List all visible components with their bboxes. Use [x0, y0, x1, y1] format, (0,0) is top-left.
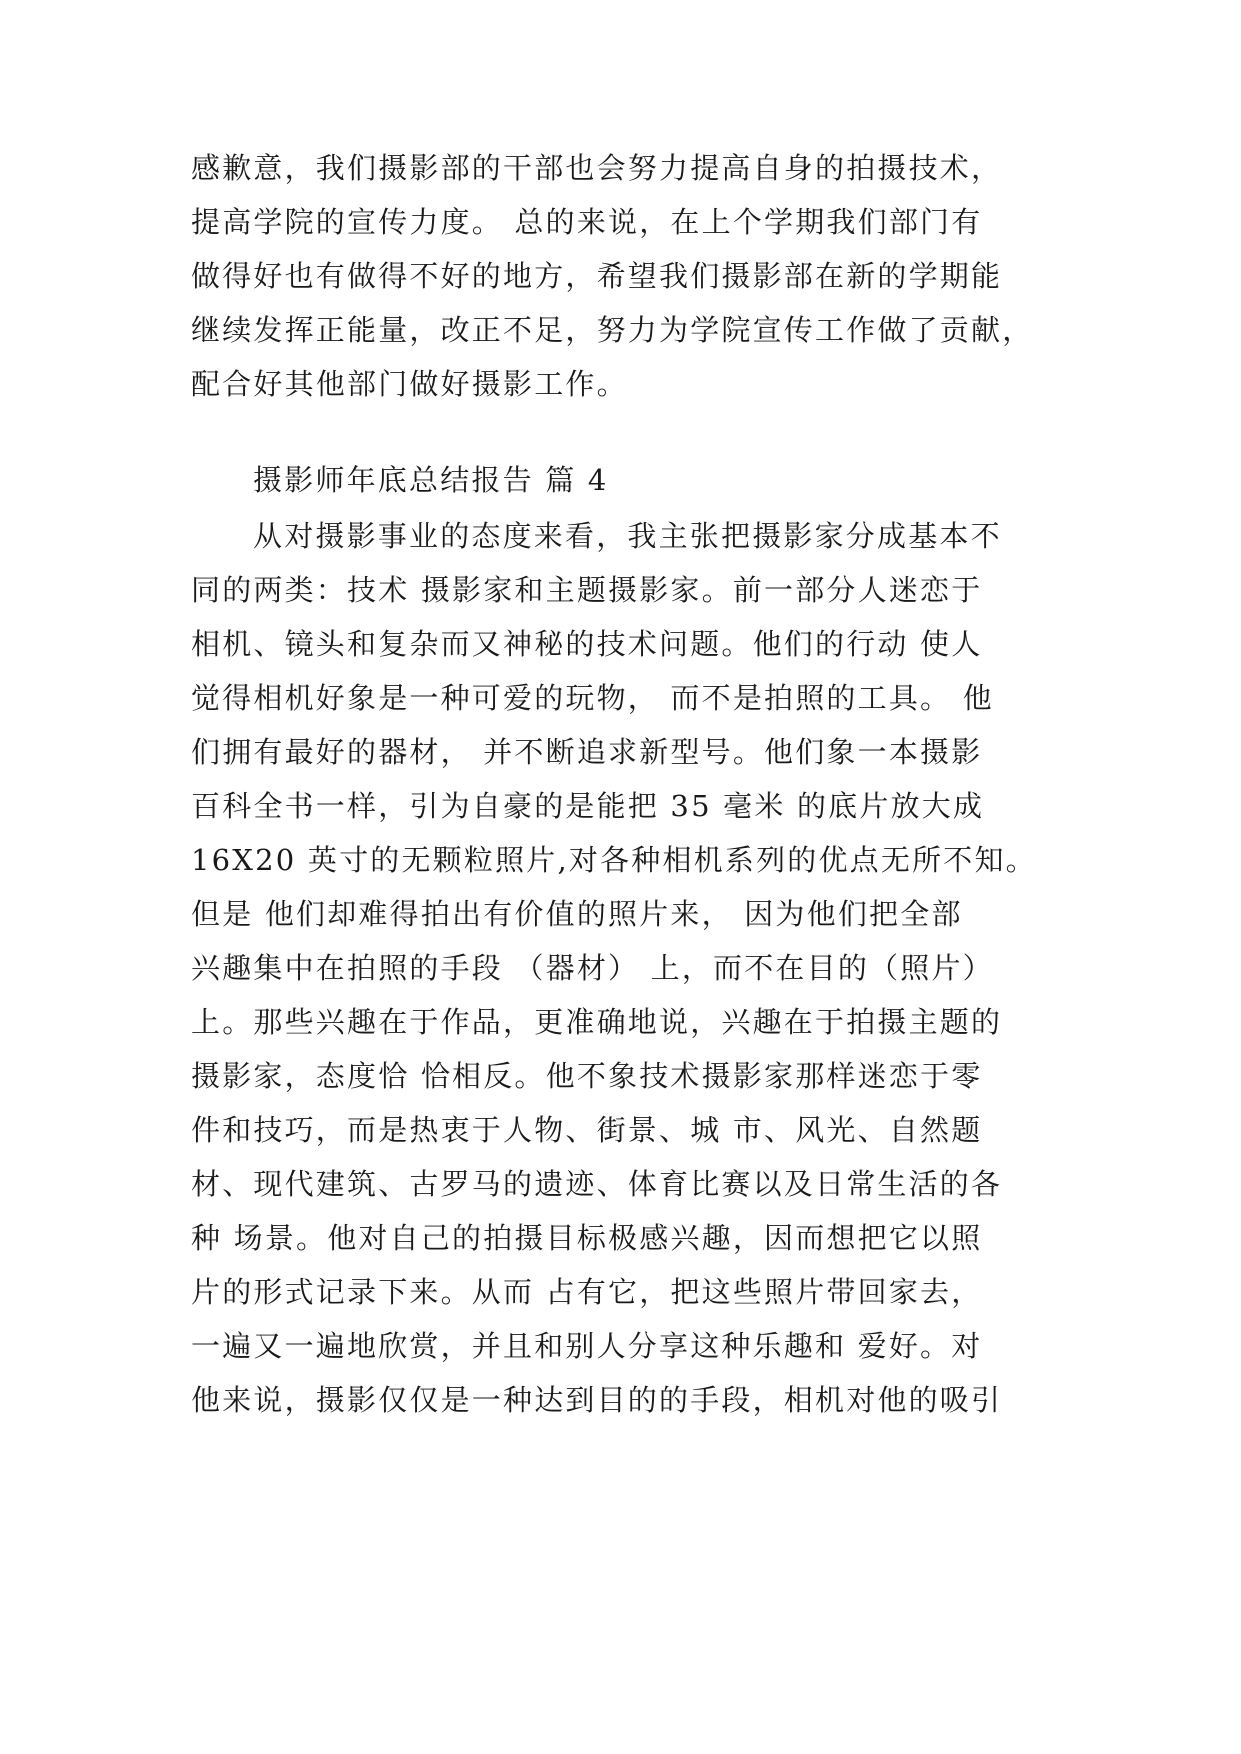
text-line: 摄影家，态度恰 恰相反。他不象技术摄影家那样迷恋于零: [191, 1059, 983, 1093]
text-line: 百科全书一样，引为自豪的是能把 35 毫米 的底片放大成: [191, 789, 985, 823]
text-line: 片的形式记录下来。从而 占有它，把这些照片带回家去，: [191, 1275, 983, 1309]
text-line: 觉得相机好象是一种可爱的玩物， 而不是拍照的工具。 他: [191, 681, 994, 715]
text-line: 配合好其他部门做好摄影工作。: [191, 367, 628, 401]
text-line: 感歉意，我们摄影部的干部也会努力提高自身的拍摄技术，: [191, 151, 1003, 185]
text-line: 提高学院的宣传力度。 总的来说，在上个学期我们部门有: [191, 205, 983, 239]
text-line: 们拥有最好的器材， 并不断追求新型号。他们象一本摄影: [191, 735, 983, 769]
text-line: 件和技巧，而是热衷于人物、街景、城 市、风光、自然题: [191, 1113, 983, 1147]
text-line: 种 场景。他对自己的拍摄目标极感兴趣，因而想把它以照: [191, 1221, 983, 1255]
text-line: 兴趣集中在拍照的手段 （器材） 上，而不在目的（照片）: [191, 951, 994, 985]
text-line: 继续发挥正能量，改正不足，努力为学院宣传工作做了贡献，: [191, 313, 1034, 347]
text-line: 上。那些兴趣在于作品，更准确地说，兴趣在于拍摄主题的: [191, 1005, 1003, 1039]
section-heading: 摄影师年底总结报告 篇 4: [253, 463, 609, 497]
text-line: 做得好也有做得不好的地方，希望我们摄影部在新的学期能: [191, 259, 1003, 293]
text-line: 他来说，摄影仅仅是一种达到目的的手段，相机对他的吸引: [191, 1383, 1003, 1417]
text-line: 材、现代建筑、古罗马的遗迹、体育比赛以及日常生活的各: [191, 1167, 1003, 1201]
text-line: 同的两类：技术 摄影家和主题摄影家。前一部分人迷恋于: [191, 573, 983, 607]
text-line: 但是 他们却难得拍出有价值的照片来， 因为他们把全部: [191, 897, 963, 931]
text-line: 一遍又一遍地欣赏，并且和别人分享这种乐趣和 爱好。对: [191, 1329, 983, 1363]
text-line: 从对摄影事业的态度来看，我主张把摄影家分成基本不: [253, 519, 1002, 553]
text-line: 相机、镜头和复杂而又神秘的技术问题。他们的行动 使人: [191, 627, 983, 661]
text-line: 16X20 英寸的无颗粒照片,对各种相机系列的优点无所不知。: [191, 843, 1037, 877]
